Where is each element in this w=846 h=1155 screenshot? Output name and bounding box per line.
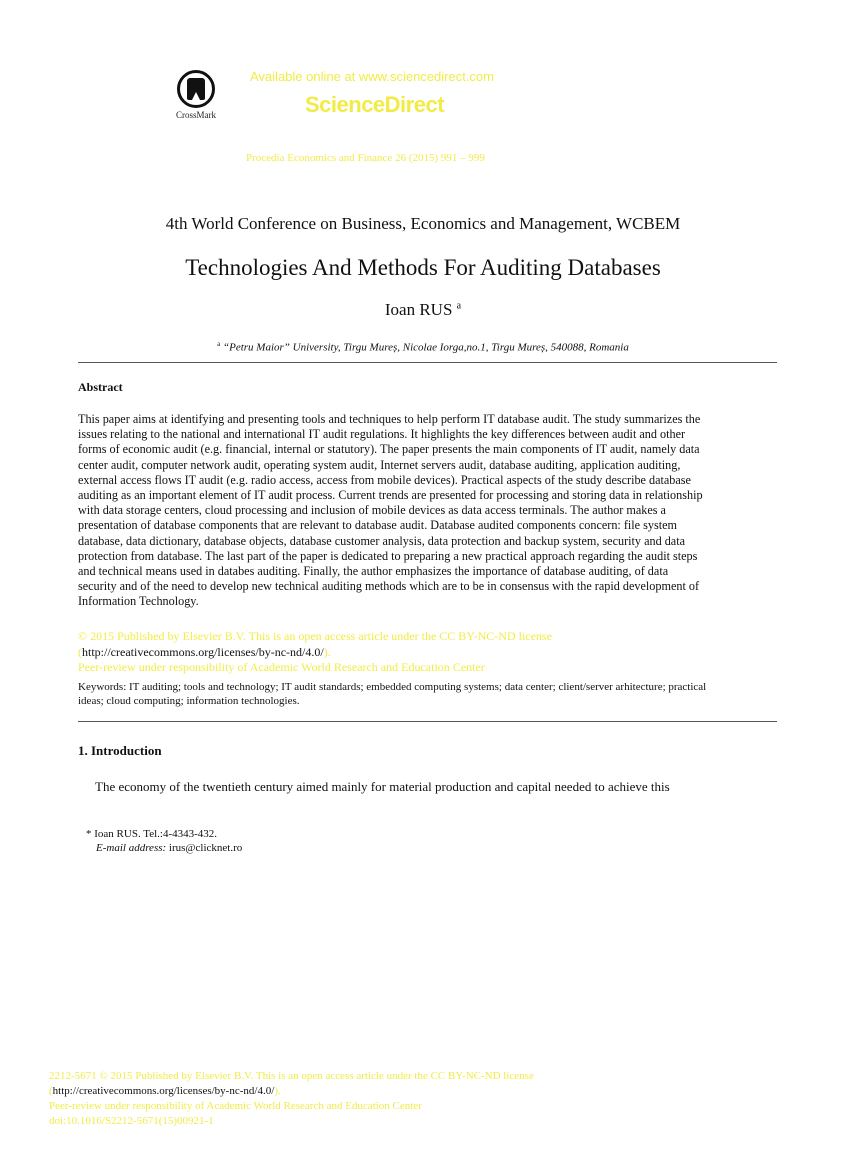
keywords-line: ideas; cloud computing; information technologies. [78,695,300,707]
copyright-line: © 2015 Published by Elsevier B.V. This is an open access article under the CC BY-NC-ND license [78,629,552,643]
peer-review-line: Peer-review under responsibility of Academic World Research and Education Center [78,660,485,674]
divider-top [78,362,777,363]
author-text: Ioan RUS [384,300,453,319]
license-close-paren: ). [323,644,331,659]
keywords-line: Keywords: IT auditing; tools and technology; IT audit standards; embedded computing systems; data center; client/server arhitecture; practical [78,681,707,693]
footer-doi[interactable]: doi:10.1016/S2212-5671(15)00921-1 [49,1115,214,1127]
author-superscript: a [456,300,462,312]
available-online-text: Available online at www.sciencedirect.com [250,69,494,84]
footer-open-paren: ( [49,1085,53,1097]
introduction-text: The economy of the twentieth century aimed mainly for material production and capital needed to achieve this [95,779,670,794]
abstract-line: with data storage centers, cloud processing and inclusion of mobile devices as data access terminals. The author makes a [78,503,666,518]
keywords [78,680,775,708]
license-link[interactable]: http://creativecommons.org/licenses/by-nc-nd/4.0/ [82,644,324,659]
author-name [0,300,846,320]
footer-copyright: 2212-5671 © 2015 Published by Elsevier B.V. This is an open access article under the CC BY-NC-ND license [49,1070,534,1082]
crossmark-logo[interactable] [170,70,222,120]
footer-peer-review: Peer-review under responsibility of Academic World Research and Education Center [49,1100,422,1112]
paper-title: Technologies And Methods For Auditing Databases [185,255,661,280]
abstract-line: security and of the need to develop new technical auditing methods which are to be in consensus with the rapid development of [78,579,700,594]
abstract-line: issues relating to the national and international IT audit regulations. It highlights the key differences between audit and other [78,427,686,442]
introduction-heading: 1. Introduction [78,743,162,758]
abstract-line: presentation of database components that are relevant to database audit. Database audited components concern: file system [78,518,677,533]
sciencedirect-logo: ScienceDirect [305,92,445,117]
footer-license-link[interactable]: http://creativecommons.org/licenses/by-nc-nd/4.0/ [52,1085,275,1097]
abstract-heading: Abstract [78,380,123,394]
license-line [78,645,552,661]
abstract-line: protection from database. The last part of the paper is dedicated to preparing a new practical approach regarding the audit steps [78,548,698,563]
copyright-block [78,629,552,676]
email-label: E-mail address: [96,842,167,854]
journal-reference: Procedia Economics and Finance 26 (2015) 991 – 999 [246,152,485,164]
footnote-author: * Ioan RUS. Tel.:4-4343-432. [86,828,218,840]
license-open-paren: ( [78,644,82,659]
email-address[interactable]: irus@clicknet.ro [166,842,243,854]
page-footer [49,1069,534,1129]
divider-bottom [78,721,777,722]
abstract-line: external access flows IT audit (e.g. radio access, access from mobile devices). Practical aspects of the study describe database [78,472,691,487]
footnote [86,827,242,855]
abstract-line: This paper aims at identifying and presenting tools and techniques to help perform IT database audit. The study summarizes the [78,412,701,426]
crossmark-icon [177,70,215,108]
affiliation-text: “Petru Maior” University, Tirgu Mureș, Nicolae Iorga,no.1, Tirgu Mureș, 540088, Romania [222,341,629,354]
abstract-line: and technical means used in databes auditing. Finally, the author emphasizes the importance of database auditing, of data [78,564,669,579]
affiliation-superscript: a [217,340,221,348]
conference-name: 4th World Conference on Business, Economics and Management, WCBEM [165,214,681,233]
footnote-email [86,841,242,855]
abstract-line: Information Technology. [78,594,199,609]
abstract-line: forms of economic audit (e.g. financial, internal or statutory). The paper presents the main components of IT audit, namely data [78,442,700,457]
abstract-body [78,412,775,610]
abstract-line: center audit, computer network audit, operating system audit, Internet servers audit, database auditing, application auditing, [78,457,681,472]
affiliation [0,340,846,354]
crossmark-label: CrossMark [176,110,216,120]
footer-close-paren: ). [274,1085,281,1097]
abstract-line: database, data dictionary, database objects, database customer analysis, data protection and backup system, security and data [78,533,686,548]
footer-license [49,1084,534,1099]
abstract-line: auditing as an important element of IT audit process. Current trends are presented for processing and storing data in relationship [78,488,703,503]
